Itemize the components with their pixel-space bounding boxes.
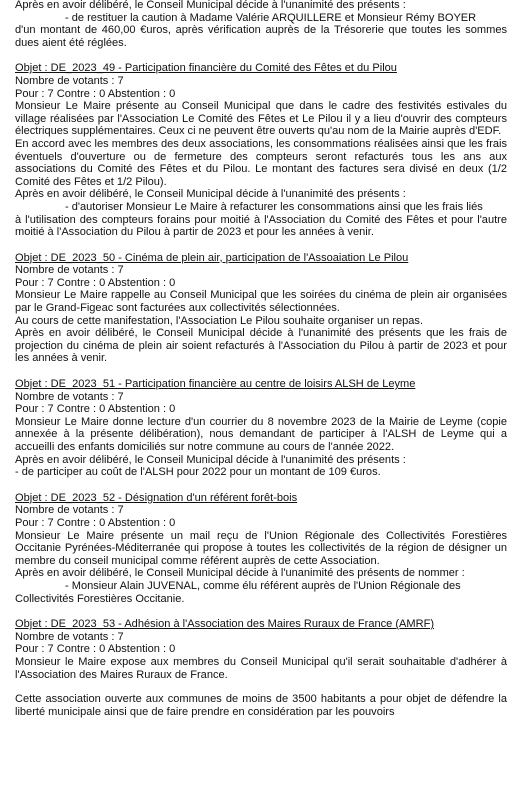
deliberation-49 [15, 62, 507, 238]
vote-results: Pour : 7 Contre : 0 Abstention : 0 [15, 403, 176, 416]
vote-results: Pour : 7 Contre : 0 Abstention : 0 [15, 87, 176, 100]
deliberation-51 [15, 378, 507, 479]
intro-section [15, 0, 507, 49]
vote-results: Pour : 7 Contre : 0 Abstention : 0 [15, 643, 176, 656]
paragraph: - de restituer la caution à Madame Valérie ARQUILLERE et Monsieur Rémy BOYER [65, 11, 477, 24]
paragraph: - de participer au coût de l'ALSH pour 2022 pour un montant de 109 €uros. [15, 466, 381, 479]
section-title: Objet : DE_2023_53 - Adhésion à l'Association des Maires Ruraux de France (AMRF) [15, 618, 435, 631]
paragraph: Monsieur Le Maire présente un mail reçu de l'Union Régionale des Collectivités Forestières Occitanie Pyrénées-Méditerranée qui propose à toutes les collectivités de la région de désigner un membre du conseil municipal comme référent auprès de cette Association. [15, 529, 507, 567]
paragraph: Monsieur Le Maire rappelle au Conseil Municipal que les soirées du cinéma de plein air organisées par le Grand-Figeac sont facturées aux collectivités sélectionnées. [15, 289, 507, 315]
paragraph: Monsieur Le Maire présente au Conseil Municipal que dans le cadre des festivités estivales du village réalisées par l'Association Le Comité des Fêtes et Le Pilou il y a lieu d'ouvrir des compteurs électriques supplémentaires. Ceux ci ne peuvent être ouverts qu'au nom de la Mairie auprès d'EDF. [15, 100, 507, 138]
document-page [15, 0, 507, 718]
paragraph: d'un montant de 460,00 €uros, après vérification auprès de la Trésorerie que toutes les sommes dues aient été réglées. [15, 24, 507, 49]
votants-count: Nombre de votants : 7 [15, 390, 124, 403]
votants-count: Nombre de votants : 7 [15, 74, 124, 87]
paragraph: Après en avoir délibéré, le Conseil Municipal décide à l'unanimité des présents que les frais de projection du cinéma de plein air soient refacturés à l'Association du Pilou à partir de 2023 et pour les années à venir. [15, 327, 507, 365]
paragraph: Après en avoir délibéré, le Conseil Municipal décide à l'unanimité des présents de nommer : [15, 567, 465, 580]
votants-count: Nombre de votants : 7 [15, 264, 124, 277]
deliberation-52 [15, 492, 507, 605]
paragraph: Après en avoir délibéré, le Conseil Municipal décide à l'unanimité des présents : [15, 0, 406, 11]
votants-count: Nombre de votants : 7 [15, 504, 124, 517]
paragraph: à l'utilisation des compteurs forains pour moitié à l'Association du Comité des Fêtes et pour l'autre moitié à l'Association du Pilou à partir de 2023 et pour les années à venir. [15, 213, 507, 239]
section-title: Objet : DE_2023_50 - Cinéma de plein air, participation de l'Assoaiation Le Pilou [15, 251, 409, 264]
paragraph: Monsieur le Maire expose aux membres du Conseil Municipal qu'il serait souhaitable d'adhérer à l'Association des Maires Ruraux de France. [15, 655, 507, 681]
deliberation-53 [15, 618, 507, 718]
paragraph: - d'autoriser Monsieur Le Maire à refacturer les consommations ainsi que les frais liés [65, 200, 483, 213]
paragraph: Collectivités Forestières Occitanie. [15, 592, 185, 605]
paragraph: Après en avoir délibéré, le Conseil Municipal décide à l'unanimité des présents : [15, 188, 406, 201]
paragraph: Monsieur Le Maire donne lecture d'un courrier du 8 novembre 2023 de la Mairie de Leyme (copie annexée à la présente délibération), nous demandant de participer à l'ALSH de Leyme qui a accueilli des enfants domiciliés sur notre commune au cours de l'année 2022. [15, 415, 507, 453]
vote-results: Pour : 7 Contre : 0 Abstention : 0 [15, 276, 176, 289]
paragraph: Après en avoir délibéré, le Conseil Municipal décide à l'unanimité des présents : [15, 453, 406, 466]
section-title: Objet : DE_2023_49 - Participation financière du Comité des Fêtes et du Pilou [15, 62, 397, 75]
votants-count: Nombre de votants : 7 [15, 630, 124, 643]
paragraph: - Monsieur Alain JUVENAL, comme élu référent auprès de l'Union Régionale des [65, 579, 461, 592]
section-title: Objet : DE_2023_51 - Participation financière au centre de loisirs ALSH de Leyme [15, 378, 416, 391]
paragraph: Cette association ouverte aux communes de moins de 3500 habitants a pour objet de défendre la liberté municipale ainsi que de faire prendre en considération par les pouvoirs [15, 693, 507, 718]
section-title: Objet : DE_2023_52 - Désignation d'un référent forêt-bois [15, 491, 298, 504]
paragraph: Au cours de cette manifestation, l'Association Le Pilou souhaite organiser un repas. [15, 314, 424, 327]
paragraph: En accord avec les membres des deux associations, les consommations réalisées ainsi que les frais éventuels d'ouverture ou de fermeture des compteurs seront refacturés tous les ans aux associations du Comité des Fêtes et du Pilou. Le montant des factures sera divisé en deux (1/2 Comité des Fêtes et 1/2 Pilou). [15, 137, 507, 188]
deliberation-50 [15, 252, 507, 365]
vote-results: Pour : 7 Contre : 0 Abstention : 0 [15, 516, 176, 529]
